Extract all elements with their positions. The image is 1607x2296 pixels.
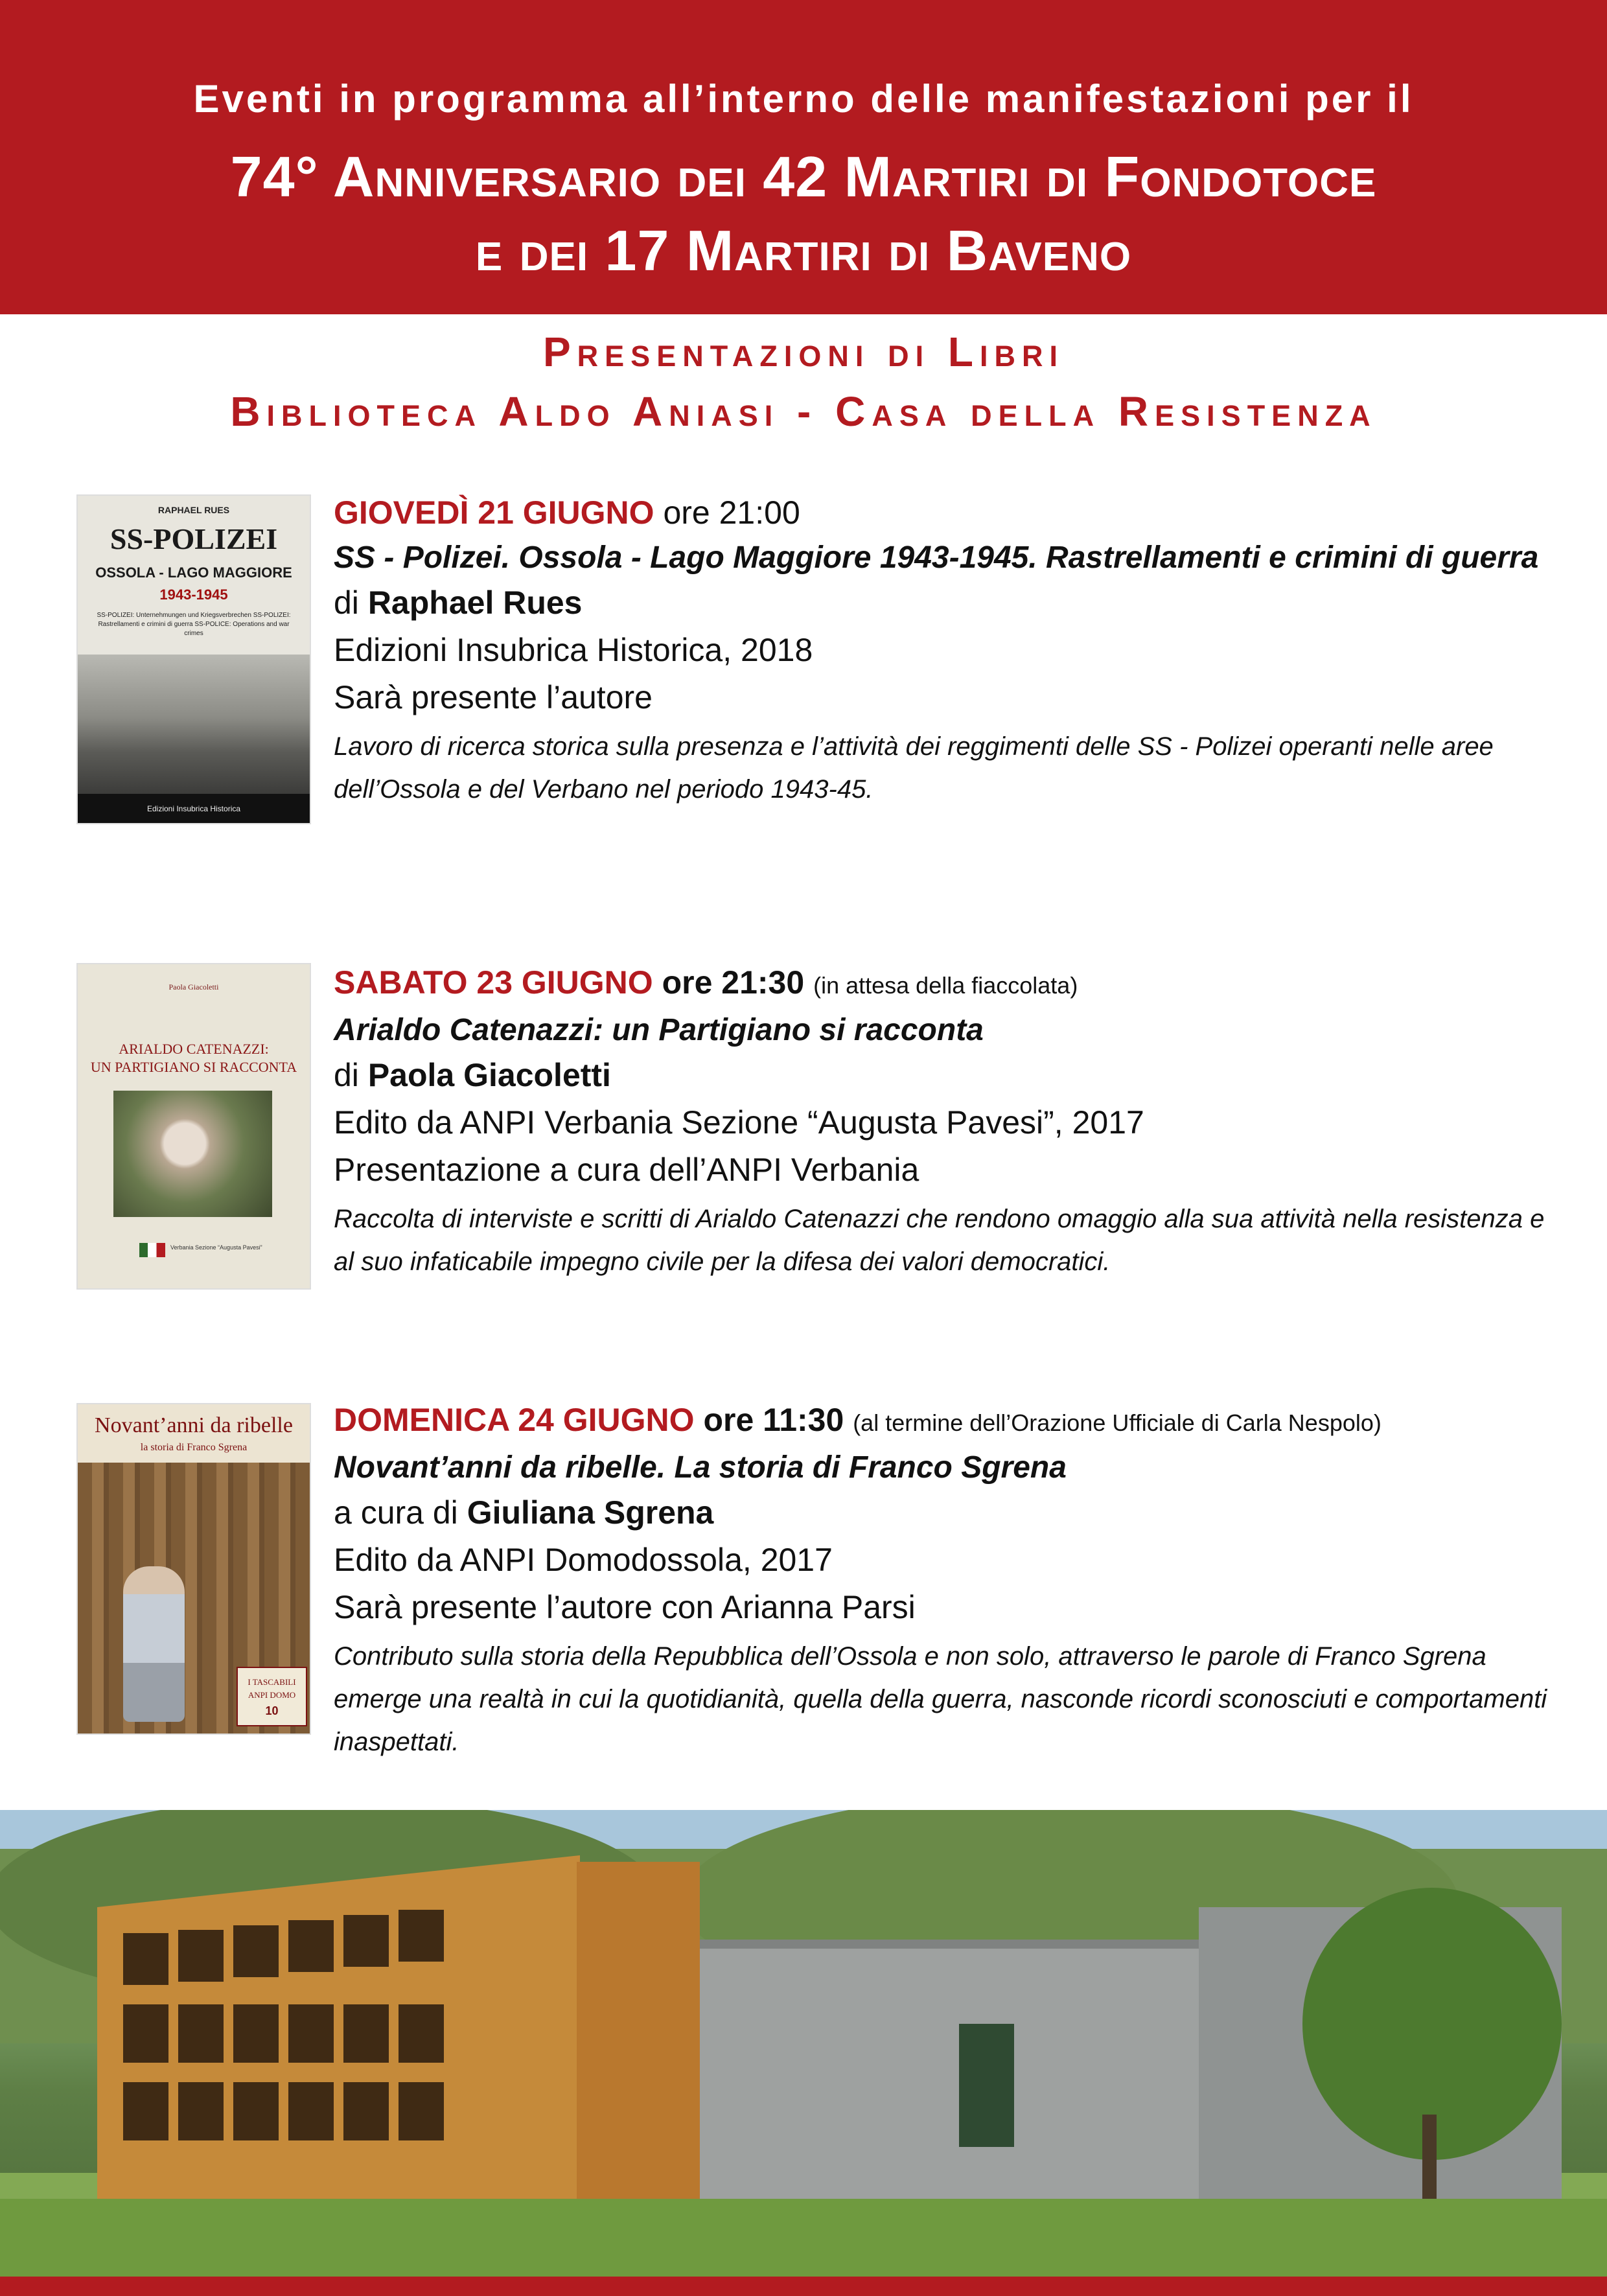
event-date: DOMENICA 24 GIUGNO bbox=[334, 1402, 695, 1438]
event-book-title: Novant’anni da ribelle. La storia di Franco Sgrena bbox=[334, 1450, 1067, 1485]
event-author: Raphael Rues bbox=[367, 585, 583, 621]
cover-badge bbox=[237, 1667, 307, 1726]
event-time: ore 11:30 bbox=[703, 1402, 844, 1438]
footer-bar bbox=[0, 2277, 1607, 2296]
cover-title-line1: ARIALDO CATENAZZI: bbox=[119, 1041, 269, 1057]
event-description: Lavoro di ricerca storica sulla presenza e l’attività dei reggimenti delle SS - Polizei operanti nelle aree dell’Ossola e del Verbano nel periodo 1943-45. bbox=[334, 732, 1494, 804]
cover-photo bbox=[113, 1091, 272, 1217]
header-kicker: Eventi in programma all’interno delle manifestazioni per il bbox=[193, 77, 1414, 121]
event-presenter: Sarà presente l’autore con Arianna Parsi bbox=[334, 1589, 916, 1625]
header-banner bbox=[0, 0, 1607, 314]
cover-blurb: SS-POLIZEI: Unternehmungen und Kriegsverbrechen SS-POLIZEI: Rastrellamenti e crimini di guerra SS-POLICE: Operations and war crimes bbox=[97, 612, 291, 637]
venue-title: Biblioteca Aldo Aniasi - Casa della Resistenza bbox=[230, 388, 1377, 435]
cover-title: Novant’anni da ribelle bbox=[95, 1413, 293, 1437]
badge-number: 10 bbox=[265, 1704, 279, 1717]
event-publisher: Edito da ANPI Verbania Sezione “Augusta Pavesi”, 2017 bbox=[334, 1104, 1144, 1141]
event-description: Raccolta di interviste e scritti di Arialdo Catenazzi che rendono omaggio alla sua attività nella resistenza e al suo infaticabile impegno civile per la difesa dei valori democratici. bbox=[334, 1205, 1545, 1276]
cover-figure bbox=[123, 1566, 185, 1722]
event-note: (al termine dell’Orazione Ufficiale di Carla Nespolo) bbox=[853, 1409, 1382, 1436]
badge-line1: I TASCABILI bbox=[248, 1677, 296, 1687]
anpi-logo-icon bbox=[139, 1243, 165, 1257]
event-text bbox=[334, 489, 1555, 811]
cover-author: Paola Giacoletti bbox=[168, 982, 219, 991]
cover-title: SS-POLIZEI bbox=[110, 522, 278, 555]
cover-publisher: Edizioni Insubrica Historica bbox=[146, 804, 241, 813]
event-book-title: Arialdo Catenazzi: un Partigiano si racconta bbox=[334, 1013, 984, 1047]
header-title-line1: 74° Anniversario dei 42 Martiri di Fondotoce bbox=[230, 145, 1377, 209]
book-cover-ss-polizei bbox=[78, 496, 310, 823]
event-text bbox=[334, 1397, 1555, 1763]
cover-author: RAPHAEL RUES bbox=[157, 505, 230, 515]
section-title: Presentazioni di Libri bbox=[542, 329, 1065, 375]
event-presenter: Sarà presente l’autore bbox=[334, 679, 653, 715]
event-time: ore 21:30 bbox=[662, 964, 805, 1001]
event-date: SABATO 23 GIUGNO bbox=[334, 964, 653, 1001]
cover-subtitle: OSSOLA - LAGO MAGGIORE bbox=[95, 564, 292, 581]
event-time: ore 21:00 bbox=[663, 494, 800, 531]
event-date: GIOVEDÌ 21 GIUGNO bbox=[334, 494, 654, 531]
event-book-title: SS - Polizei. Ossola - Lago Maggiore 1943-1945. Rastrellamenti e crimini di guerra bbox=[334, 540, 1539, 575]
event-presenter: Presentazione a cura dell’ANPI Verbania bbox=[334, 1152, 919, 1188]
header-title-line2: e dei 17 Martiri di Baveno bbox=[475, 218, 1132, 283]
badge-line2: ANPI DOMO bbox=[248, 1690, 296, 1700]
event-publisher: Edito da ANPI Domodossola, 2017 bbox=[334, 1542, 833, 1578]
cover-photo bbox=[78, 655, 310, 794]
event-by-prefix: a cura di bbox=[334, 1494, 458, 1531]
event-publisher: Edizioni Insubrica Historica, 2018 bbox=[334, 632, 813, 668]
event-text bbox=[334, 959, 1555, 1283]
book-cover-novantanni bbox=[78, 1404, 310, 1734]
event-description: Contributo sulla storia della Repubblica dell’Ossola e non solo, attraverso le parole di Franco Sgrena emerge una realtà in cui la quotidianità, quella della guerra, nasconde ricordi sconosciuti e comportamenti inaspettati. bbox=[334, 1642, 1547, 1756]
event-by-prefix: di bbox=[334, 585, 359, 621]
cover-years: 1943-1945 bbox=[159, 586, 228, 603]
event-by-prefix: di bbox=[334, 1057, 359, 1093]
cover-title-line2: UN PARTIGIANO SI RACCONTA bbox=[90, 1059, 297, 1075]
building-illustration bbox=[0, 1810, 1607, 2277]
cover-logo-text: Verbania Sezione “Augusta Pavesi” bbox=[170, 1244, 262, 1251]
building-photo bbox=[0, 1810, 1607, 2277]
event-author: Paola Giacoletti bbox=[367, 1057, 611, 1093]
event-author: Giuliana Sgrena bbox=[467, 1494, 714, 1531]
book-cover-catenazzi bbox=[78, 964, 310, 1288]
event-note: (in attesa della fiaccolata) bbox=[813, 972, 1078, 999]
cover-subtitle: la storia di Franco Sgrena bbox=[140, 1442, 248, 1453]
